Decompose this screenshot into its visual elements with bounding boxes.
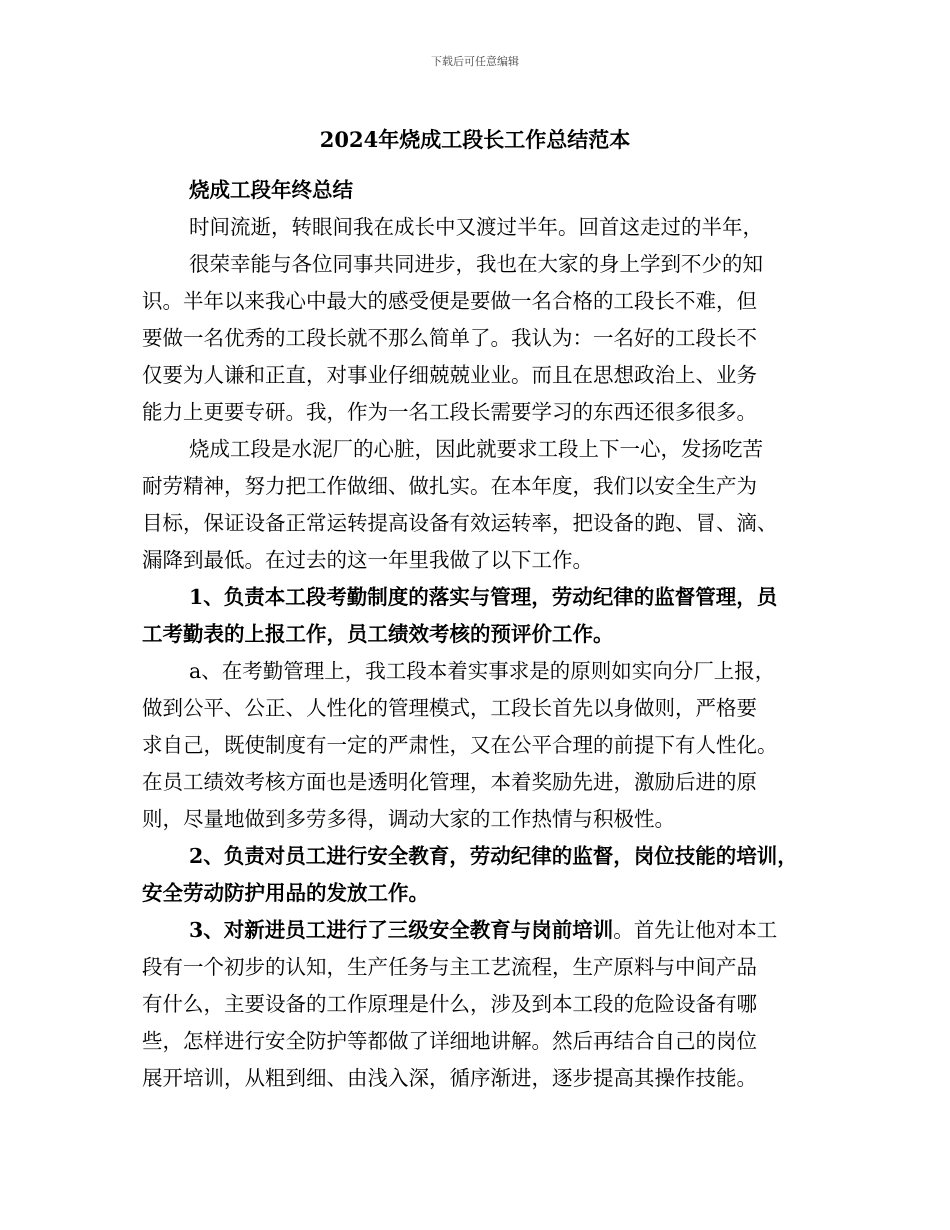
text-line: 仅要为人谦和正直，对事业仔细兢兢业业。而且在思想政治上、业务 xyxy=(142,363,757,387)
text-line: 则，尽量地做到多劳多得，调动大家的工作热情与积极性。 xyxy=(142,807,675,831)
text-line: 安全劳动防护用品的发放工作。 xyxy=(142,881,429,905)
text-segment: 。首先让他对本工 xyxy=(613,918,778,942)
text-line: 些，怎样进行安全防护等都做了详细地讲解。然后再结合自己的岗位 xyxy=(142,1029,757,1053)
text-line: 展开培训，从粗到细、由浅入深，循序渐进，逐步提高其操作技能。 xyxy=(142,1066,757,1090)
text-line: 能力上更要专研。我，作为一名工段长需要学习的东西还很多很多。 xyxy=(142,400,757,424)
text-line: 在员工绩效考核方面也是透明化管理，本着奖励先进，激励后进的原 xyxy=(142,770,757,794)
text-line: 求自己，既使制度有一定的严肃性，又在公平合理的前提下有人性化。 xyxy=(142,733,778,757)
text-segment: 3、对新进员工进行了三级安全教育与岗前培训 xyxy=(189,918,614,942)
document-title: 2024年烧成工段长工作总结范本 xyxy=(319,127,631,152)
text-line: 2、负责对员工进行安全教育，劳动纪律的监督，岗位技能的培训， xyxy=(189,844,798,868)
text-line: 1、负责本工段考勤制度的落实与管理，劳动纪律的监督管理，员 xyxy=(189,585,778,609)
text-line: 时间流逝，转眼间我在成长中又渡过半年。回首这走过的半年， xyxy=(189,215,763,239)
header-note: 下载后可任意编辑 xyxy=(431,55,519,68)
document-body xyxy=(142,172,812,1097)
text-line: 做到公平、公正、人性化的管理模式，工段长首先以身做则，严格要 xyxy=(142,696,757,720)
text-line: 识。半年以来我心中最大的感受便是要做一名合格的工段长不难，但 xyxy=(142,289,757,313)
text-line: 很荣幸能与各位同事共同进步，我也在大家的身上学到不少的知 xyxy=(189,252,763,276)
text-line xyxy=(142,912,812,949)
text-line: 烧成工段年终总结 xyxy=(189,178,353,202)
text-line: 工考勤表的上报工作，员工绩效考核的预评价工作。 xyxy=(142,622,614,646)
text-line: 段有一个初步的认知，生产任务与主工艺流程，生产原料与中间产品 xyxy=(142,955,757,979)
text-line: 有什么，主要设备的工作原理是什么，涉及到本工段的危险设备有哪 xyxy=(142,992,757,1016)
text-line: 目标，保证设备正常运转提高设备有效运转率，把设备的跑、冒、滴、 xyxy=(142,511,778,535)
text-line: 耐劳精神，努力把工作做细、做扎实。在本年度，我们以安全生产为 xyxy=(142,474,757,498)
text-line: 漏降到最低。在过去的这一年里我做了以下工作。 xyxy=(142,548,593,572)
text-line: 要做一名优秀的工段长就不那么简单了。我认为：一名好的工段长不 xyxy=(142,326,757,350)
text-line: 烧成工段是水泥厂的心脏，因此就要求工段上下一心，发扬吃苦 xyxy=(189,437,763,461)
text-line: a、在考勤管理上，我工段本着实事求是的原则如实向分厂上报， xyxy=(189,659,776,683)
